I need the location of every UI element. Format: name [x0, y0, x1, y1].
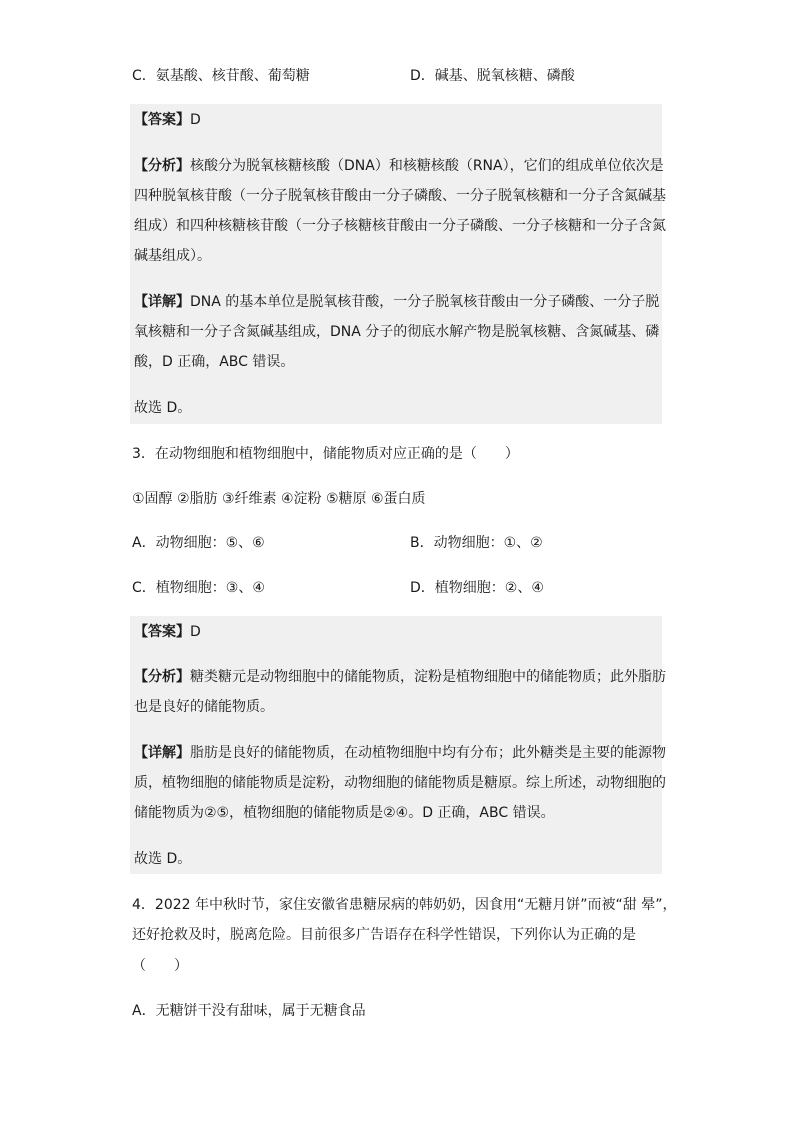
- q2-detail-line-3: 酸，D 正确，ABC 错误。: [134, 354, 295, 370]
- q4-stem-line-1: 4．2022 年中秋时节，家住安徽省患糖尿病的韩奶奶，因食用“无糖月饼”而被“甜 晕”，: [132, 897, 677, 913]
- q3-option-b: B．动物细胞：①、②: [410, 535, 543, 551]
- q2-answer-line: [134, 110, 201, 130]
- q2-option-d: D．碱基、脱氧核糖、磷酸: [410, 68, 575, 84]
- q3-conclusion: 故选 D。: [134, 851, 192, 867]
- q3-detail-line-1: [134, 743, 666, 763]
- detail-tag: 【详解】: [134, 294, 190, 310]
- q3-analysis-line-2: 也是良好的储能物质。: [134, 699, 274, 715]
- q4-stem-line-3: （ ）: [132, 958, 188, 974]
- detail-text: DNA 的基本单位是脱氧核苷酸，一分子脱氧核苷酸由一分子磷酸、一分子脱: [190, 294, 660, 310]
- detail-text: 脂肪是良好的储能物质，在动植物细胞中均有分布；此外糖类是主要的能源物: [190, 745, 666, 761]
- q4-stem-line-2: 还好抢救及时，脱离危险。目前很多广告语存在科学性错误，下列你认为正确的是: [132, 927, 636, 943]
- detail-tag: 【详解】: [134, 745, 190, 761]
- q3-option-d: D．植物细胞：②、④: [410, 580, 544, 596]
- q2-conclusion: 故选 D。: [134, 400, 192, 416]
- q3-detail-line-2: 质，植物细胞的储能物质是淀粉，动物细胞的储能物质是糖原。综上所述，动物细胞的: [134, 775, 666, 791]
- q2-option-c: C．氨基酸、核苷酸、葡萄糖: [132, 68, 310, 84]
- analysis-tag: 【分析】: [134, 669, 190, 685]
- answer-value: D: [190, 624, 201, 640]
- analysis-text: 糖类糖元是动物细胞中的储能物质，淀粉是植物细胞中的储能物质；此外脂肪: [190, 669, 666, 685]
- q3-option-a: A．动物细胞：⑤、⑥: [132, 535, 265, 551]
- q2-analysis-line-1: [134, 156, 664, 176]
- q2-analysis-line-3: 组成）和四种核糖核苷酸（一分子核糖核苷酸由一分子磷酸、一分子核糖和一分子含氮: [134, 218, 666, 234]
- q3-option-c: C．植物细胞：③、④: [132, 580, 265, 596]
- q3-answer-line: [134, 622, 201, 642]
- q3-detail-line-3: 储能物质为②⑤，植物细胞的储能物质是②④。D 正确，ABC 错误。: [134, 805, 555, 821]
- q3-stem: 3．在动物细胞和植物细胞中，储能物质对应正确的是（ ）: [132, 446, 519, 462]
- q2-detail-line-1: [134, 292, 659, 312]
- q3-solution-block: [130, 616, 666, 874]
- analysis-text: 核酸分为脱氧核糖核酸（DNA）和核糖核酸（RNA），它们的组成单位依次是: [190, 158, 664, 174]
- q2-solution-block: [130, 104, 666, 424]
- answer-value: D: [190, 112, 201, 128]
- q3-analysis-line-1: [134, 667, 666, 687]
- analysis-tag: 【分析】: [134, 158, 190, 174]
- q2-analysis-line-2: 四种脱氧核苷酸（一分子脱氧核苷酸由一分子磷酸、一分子脱氧核糖和一分子含氮碱基: [134, 188, 666, 204]
- answer-tag: 【答案】: [134, 112, 190, 128]
- q2-detail-line-2: 氧核糖和一分子含氮碱基组成，DNA 分子的彻底水解产物是脱氧核糖、含氮碱基、磷: [134, 324, 660, 340]
- q2-analysis-line-4: 碱基组成）。: [134, 248, 211, 264]
- answer-tag: 【答案】: [134, 624, 190, 640]
- q3-items: ①固醇 ②脂肪 ③纤维素 ④淀粉 ⑤糖原 ⑥蛋白质: [132, 491, 426, 507]
- q4-option-a: A．无糖饼干没有甜味，属于无糖食品: [132, 1003, 366, 1019]
